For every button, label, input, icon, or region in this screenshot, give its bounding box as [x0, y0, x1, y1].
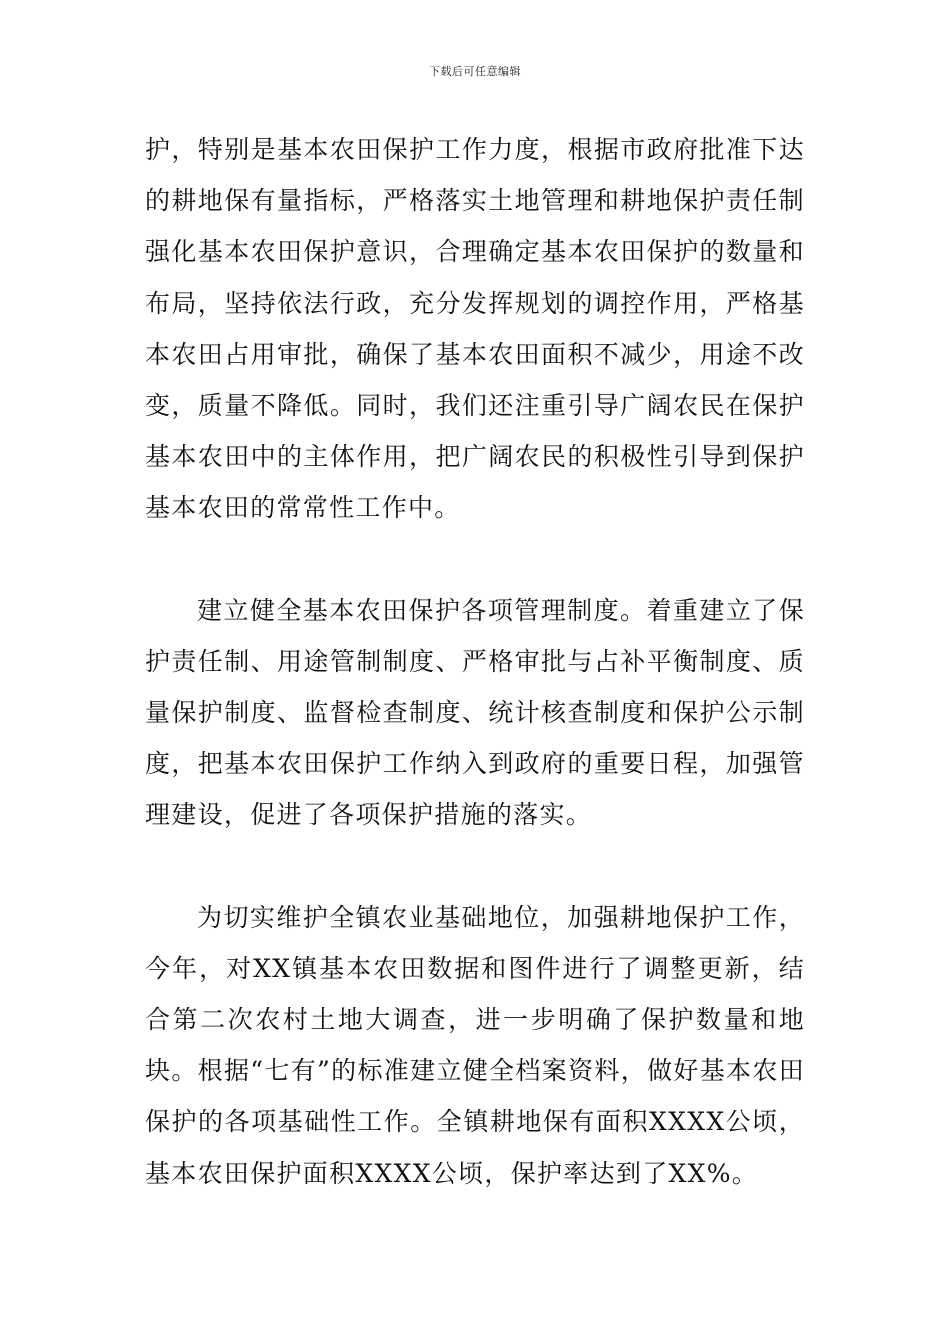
document-body	[145, 124, 805, 1199]
page-header: 下载后可任意编辑	[429, 65, 521, 78]
paragraph-2: 建立健全基本农田保护各项管理制度。着重建立了保护责任制、用途管制制度、严格审批与占补平衡制度、质量保护制度、监督检查制度、统计核查制度和保护公示制度，把基本农田保护工作纳入到政府的重要日程，加强管理建设，促进了各项保护措施的落实。	[145, 595, 805, 830]
paragraph-3: 为切实维护全镇农业基础地位，加强耕地保护工作，今年，对XX镇基本农田数据和图件进行了调整更新，结合第二次农村土地大调查，进一步明确了保护数量和地块。根据“七有”的标准建立健全档案资料，做好基本农田保护的各项基础性工作。全镇耕地保有面积XXXX公顷，基本农田保护面积XXXX公顷，保护率达到了XX%。	[145, 902, 805, 1188]
paragraph-1: 护，特别是基本农田保护工作力度，根据市政府批准下达的耕地保有量指标，严格落实土地管理和耕地保护责任制强化基本农田保护意识，合理确定基本农田保护的数量和布局，坚持依法行政，充分发挥规划的调控作用，严格基本农田占用审批，确保了基本农田面积不减少，用途不改变，质量不降低。同时，我们还注重引导广阔农民在保护基本农田中的主体作用，把广阔农民的积极性引导到保护基本农田的常常性工作中。	[145, 135, 805, 523]
